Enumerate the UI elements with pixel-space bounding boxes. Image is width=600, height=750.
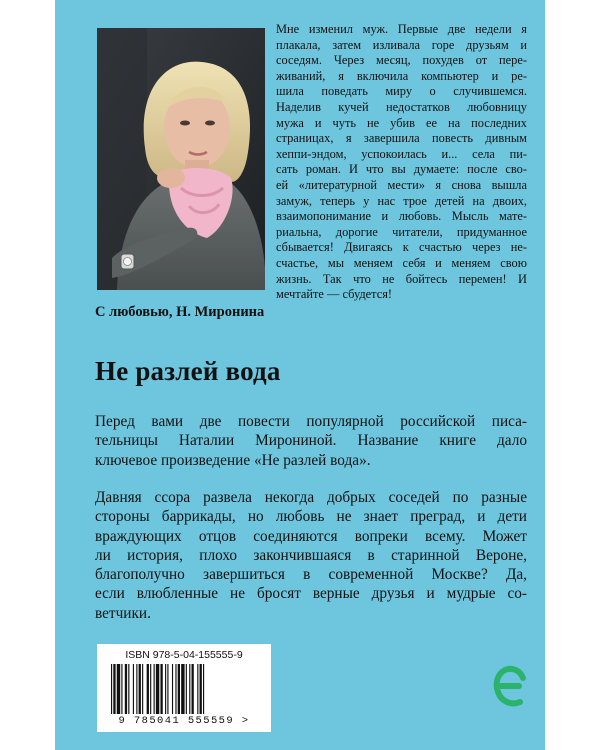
isbn-label: ISBN 978-5-04-155555-9 (125, 649, 243, 661)
synopsis-line: если влюбленные не бросят верные друзья и мудрые со- (95, 585, 527, 603)
synopsis-line: стороны баррикады, но любовь не знает преград, и дети (95, 508, 527, 526)
description-line: Перед вами две повести популярной российской писа- (95, 413, 527, 430)
synopsis-line: благополучно завершиться в современной Москве? Да, (95, 566, 527, 584)
author-signature: С любовью, Н. Миронина (95, 304, 265, 320)
quote-line: сать роман. И что вы думаете: после сво- (276, 162, 527, 177)
quote-line: замуж, теперь у нас трое детей на двоих, (276, 193, 527, 208)
quote-line: хеппи-эндом, успокоилась и... села пи- (276, 146, 527, 161)
synopsis-paragraph (95, 488, 527, 623)
synopsis-line: Давняя ссора развела некогда добрых соседей по разные (95, 489, 527, 506)
isbn-barcode (97, 644, 271, 732)
quote-line: счастье, мы меняем себя и меняем свою (276, 255, 527, 270)
quote-line: мечтайте — сбудется! (276, 287, 393, 302)
description-line: тельницы Наталии Мирониной. Название книге дало (95, 432, 527, 450)
quote-line: страницах, я завершила повесть дивным (276, 131, 527, 146)
quote-line: риальна, дорогие читатели, придуманное (276, 224, 527, 239)
synopsis-line: враждующих отцов соединяются вопреки всему. Может (95, 527, 527, 545)
synopsis-line: ветчики. (95, 604, 151, 622)
description-line: ключевое произведение «Не разлей вода». (95, 451, 371, 469)
author-photo (97, 28, 265, 290)
quote-line: сбывается! Двигаясь к счастью через не- (276, 240, 527, 255)
author-quote (276, 22, 527, 303)
eksmo-logo-icon (493, 664, 529, 715)
quote-line: мужа и чуть не убив ее на последних (276, 115, 527, 130)
quote-line: Мне изменил муж. Первые две недели я (276, 22, 527, 36)
book-back-cover (55, 0, 545, 750)
quote-line: шила поведать миру о случившемся. (276, 84, 527, 99)
book-title: Не разлей вода (95, 356, 281, 386)
quote-line: взаимопонимание и любовь. Мысль мате- (276, 209, 527, 224)
quote-line: живаний, я включила компьютер и ре- (276, 68, 527, 83)
quote-line: плакала, затем изливала горе друзьям и (276, 37, 527, 52)
quote-line: Наделив кучей недостатков любовницу (276, 99, 527, 114)
barcode-bars-icon (109, 664, 259, 716)
quote-line: соседям. Через месяц, похудев от пере- (276, 53, 527, 68)
isbn-digits: 9 785041 555559 > (118, 715, 250, 727)
quote-line: жизнь. Так что не бойтесь перемен! И (276, 271, 527, 286)
quote-line: ей «литературной мести» я снова вышла (276, 177, 527, 192)
synopsis-line: ли история, плохо закончившаяся в старинной Вероне, (95, 546, 527, 564)
description-paragraph (95, 412, 527, 470)
